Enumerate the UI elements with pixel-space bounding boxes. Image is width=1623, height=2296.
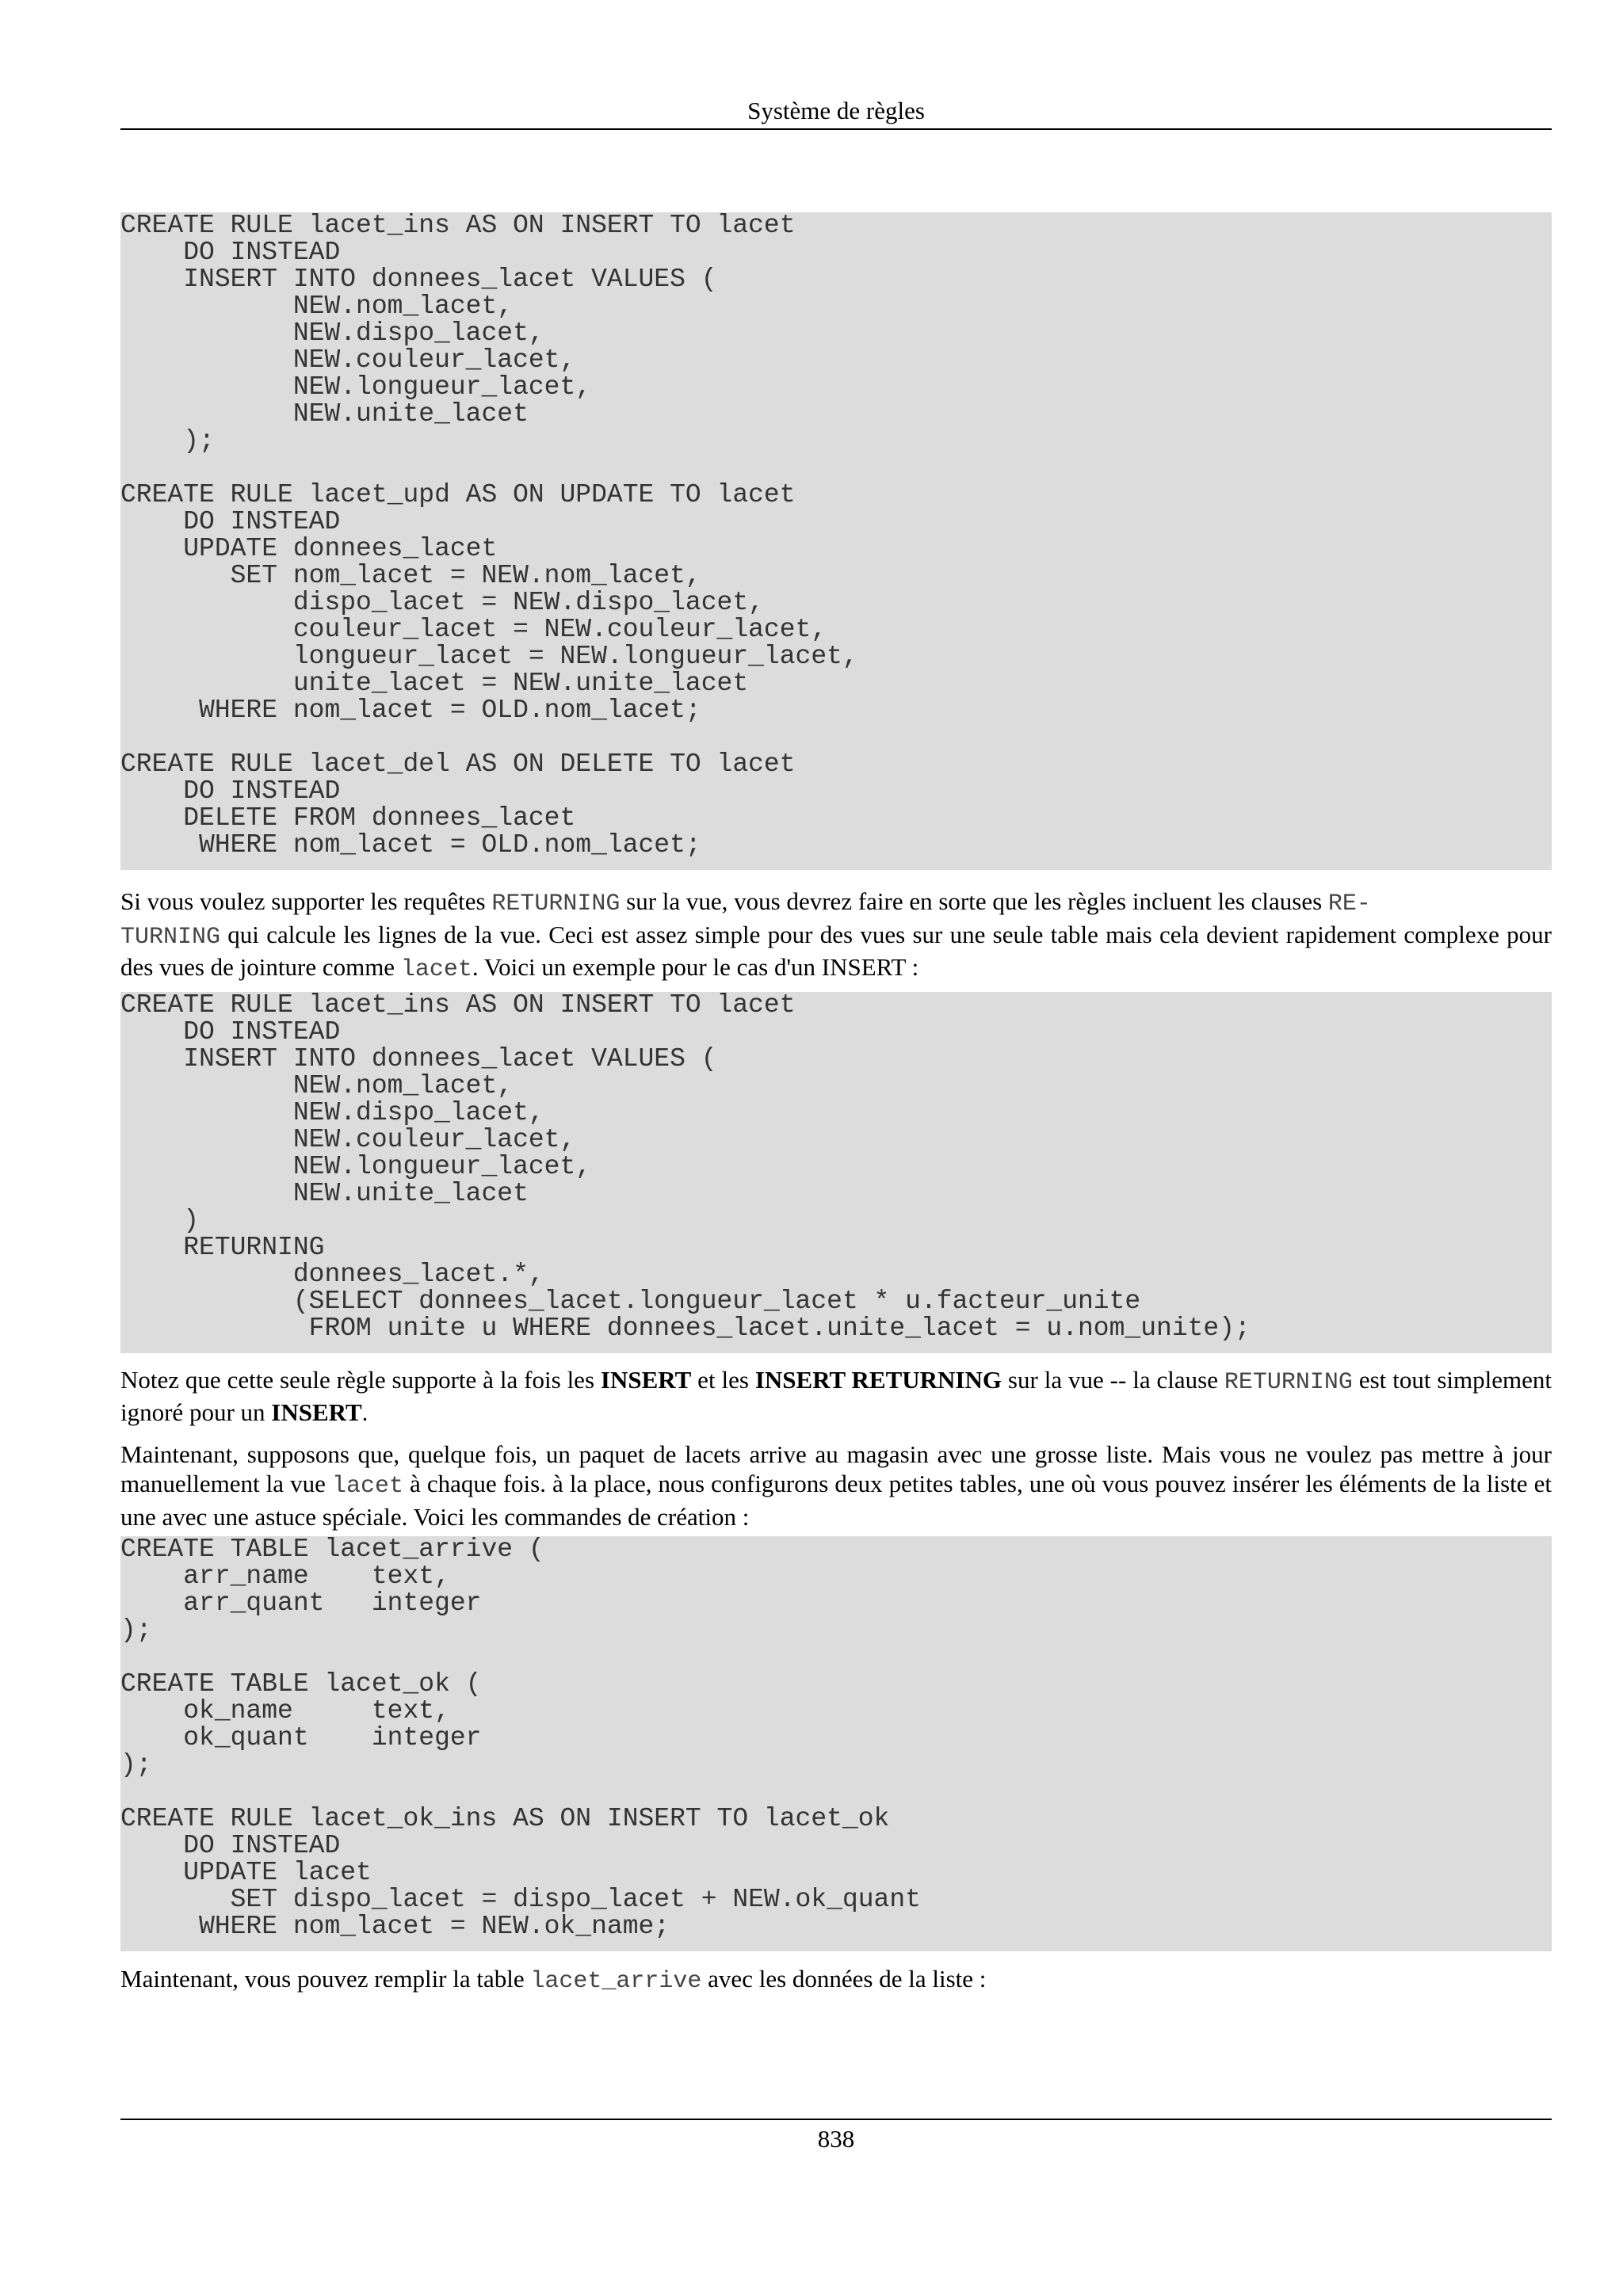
text: Maintenant, supposons que, quelque fois, un paquet de lacets arrive au magasin avec une grosse liste. Mais vous ne voulez pas mettre à jour manuellement la vue [120, 1440, 1552, 1497]
text: est tout simplement ignoré pour un [120, 1365, 1552, 1426]
paragraph-tables-intro [120, 1440, 1552, 1532]
bold-insert-returning: INSERT RETURNING [754, 1365, 1002, 1394]
text: avec les données de la liste : [701, 1965, 987, 1993]
bold-insert: INSERT [600, 1365, 692, 1394]
text: sur la vue, vous devrez faire en sorte que les règles incluent les clauses [620, 887, 1328, 915]
text: Maintenant, vous pouvez remplir la table [120, 1965, 531, 1993]
literal-lacet: lacet [331, 1473, 403, 1500]
literal-returning-end: TURNING [120, 923, 221, 951]
page-number: 838 [120, 2119, 1552, 2157]
literal-lacet-arrive: lacet_arrive [530, 1968, 702, 1995]
paragraph-insert-note [120, 1365, 1552, 1428]
text: sur la vue -- la clause [1002, 1365, 1224, 1394]
text: et les [691, 1365, 755, 1394]
running-header: Système de règles [120, 93, 1552, 130]
code-block-create-tables: CREATE TABLE lacet_arrive ( arr_name text, arr_quant integer ); CREATE TABLE lacet_ok ( ok_name text, ok_quant integer ); CREATE RULE lacet_ok_ins AS ON INSERT TO lacet_ok DO INSTEAD UPDATE lacet SET dispo_lacet = dispo_lacet + NEW.ok_quant WHERE nom_lacet = NEW.ok_name; [120, 1536, 1552, 1951]
bold-insert: INSERT [271, 1398, 362, 1426]
text: à chaque fois. à la place, nous configurons deux petites tables, une où vous pouvez insérer les éléments de la liste et une avec une astuce spéciale. Voici les commandes de création : [120, 1470, 1552, 1531]
text: Notez que cette seule règle supporte à la fois les [120, 1365, 601, 1394]
text: . Voici un exemple pour le cas d'un INSERT : [472, 953, 919, 981]
literal-returning-start: RE- [1327, 891, 1371, 917]
paragraph-returning [120, 887, 1552, 986]
code-block-rules: CREATE RULE lacet_ins AS ON INSERT TO lacet DO INSTEAD INSERT INTO donnees_lacet VALUES ( NEW.nom_lacet, NEW.dispo_lacet, NEW.couleur_lacet, NEW.longueur_lacet, NEW.unite_lacet ); CREATE RULE lacet_upd AS ON UPDATE TO lacet DO INSTEAD UPDATE donnees_lacet SET nom_lacet = NEW.nom_lacet, dispo_lacet = NEW.dispo_lacet, couleur_lacet = NEW.couleur_lacet, longueur_lacet = NEW.longueur_lacet, unite_lacet = NEW.unite_lacet WHERE nom_lacet = OLD.nom_lacet; CREATE RULE lacet_del AS ON DELETE TO lacet DO INSTEAD DELETE FROM donnees_lacet WHERE nom_lacet = OLD.nom_lacet; [120, 212, 1552, 870]
text: . [361, 1398, 369, 1426]
paragraph-fill-table [120, 1964, 1552, 1997]
page-content [120, 212, 1552, 1997]
text: qui calcule les lignes de la vue. Ceci est assez simple pour des vues sur une seule table mais cela devient rapidement complexe pour des vues de jointure comme [120, 920, 1552, 981]
literal-lacet: lacet [400, 956, 472, 983]
text: Si vous voulez supporter les requêtes [120, 887, 492, 915]
literal-returning: RETURNING [1224, 1368, 1353, 1396]
literal-returning: RETURNING [491, 891, 621, 917]
code-block-returning-rule: CREATE RULE lacet_ins AS ON INSERT TO lacet DO INSTEAD INSERT INTO donnees_lacet VALUES ( NEW.nom_lacet, NEW.dispo_lacet, NEW.couleur_lacet, NEW.longueur_lacet, NEW.unite_lacet ) RETURNING donnees_lacet.*, (SELECT donnees_lacet.longueur_lacet * u.facteur_unite FROM unite u WHERE donnees_lacet.unite_lacet = u.nom_unite); [120, 992, 1552, 1353]
